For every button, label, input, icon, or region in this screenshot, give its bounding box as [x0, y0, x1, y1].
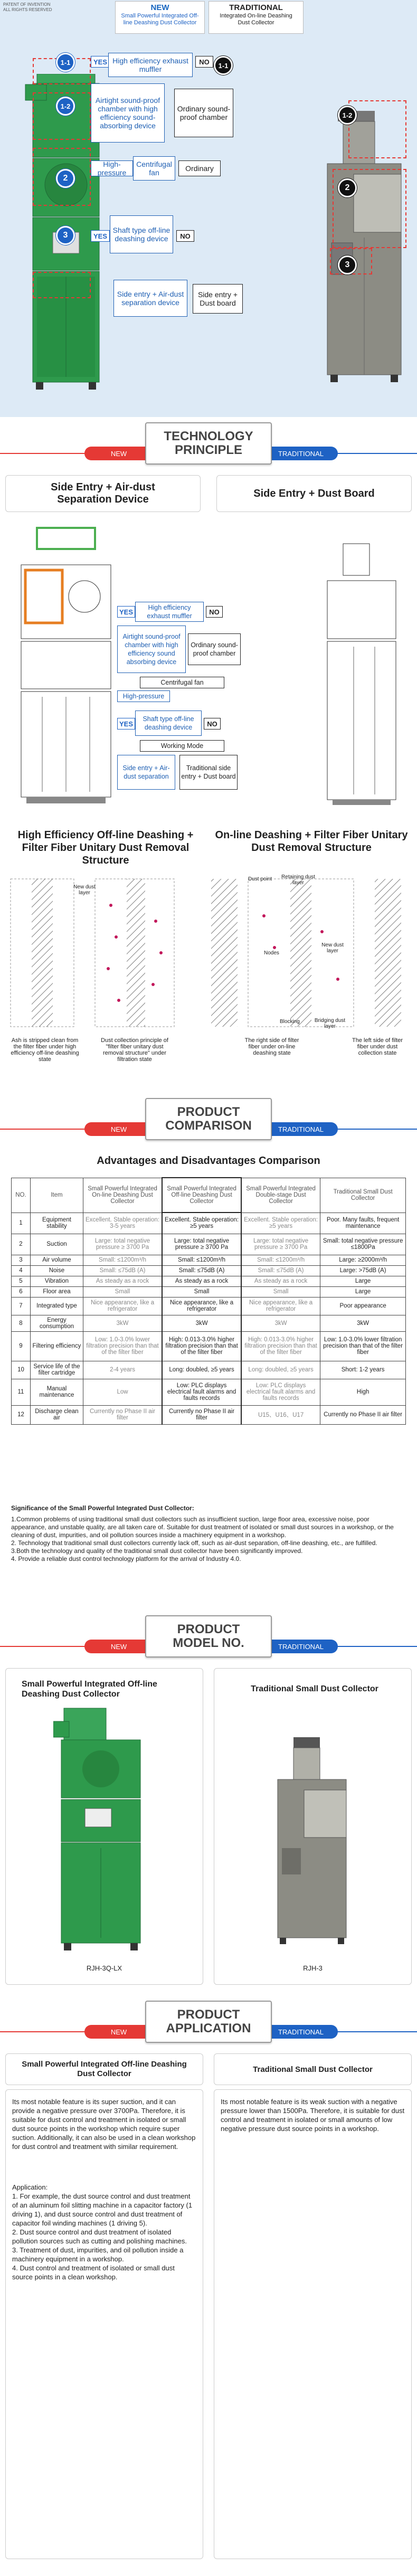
table-cell: Nice appearance, like a refrigerator [162, 1297, 241, 1315]
no-tag-1: NO [195, 56, 213, 68]
table-cell: Energy consumption [30, 1315, 83, 1331]
model-right-panel [214, 1668, 412, 1985]
principle-chamber-new: Airtight sound-proof chamber with high efficiency sound absorbing device [117, 626, 186, 673]
muffler-new-box: High efficiency exhaust muffler [108, 53, 193, 77]
table-cell: Large: total negative pressure ≥ 3700 Pa [241, 1234, 320, 1255]
structure-right-diagram [211, 874, 412, 1032]
hero-section [0, 0, 417, 417]
principle-mode-new: Side entry + Air-dust separation [117, 755, 175, 790]
table-row [12, 1213, 406, 1234]
spacer [12, 2151, 196, 2183]
label-ash-stripped: Ash is stripped clean from the filter fiber under high efficiency off-line deashing state [11, 1037, 79, 1063]
table-cell: 5 [12, 1276, 31, 1286]
no-tag-3: NO [176, 230, 194, 242]
hero-trad-desc: Integrated On-line Deashing Dust Collector [220, 13, 292, 26]
table-row [12, 1315, 406, 1331]
significance-3: 3.Both the technology and quality of the traditional small dust collector have been significantly improved. [11, 1547, 303, 1555]
comparison-heading: Advantages and Disadvantages Comparison [97, 1155, 320, 1167]
table-cell: Small: ≤75dB (A) [241, 1265, 320, 1276]
table-body [12, 1213, 406, 1424]
table-cell: 2-4 years [83, 1361, 162, 1379]
label-retaining: Retaining dust layer [281, 874, 315, 886]
table-cell: Small [83, 1286, 162, 1297]
banner-trad: TRADITIONAL [264, 447, 338, 460]
table-cell: High: 0.013-3.0% higher filtration precision than that of the filter fiber [241, 1331, 320, 1361]
table-cell: 2 [12, 1234, 31, 1255]
centrifugal-fan-box: Centrifugal fan [133, 156, 175, 181]
table-cell: Long: doubled, ≥5 years [162, 1361, 241, 1379]
application-right-body [214, 2089, 412, 2559]
table-cell: Large: ≥2000m³/h [320, 1255, 406, 1265]
chamber-trad-box: Ordinary sound-proof chamber [174, 89, 233, 137]
table-cell: Short: 1-2 years [320, 1361, 406, 1379]
table-cell: Nice appearance, like a refrigerator [241, 1297, 320, 1315]
yes-tag-1: YES [91, 56, 110, 68]
hero-new-desc: Small Powerful Integrated Off-line Deashing Dust Collector [121, 13, 199, 26]
table-row [12, 1255, 406, 1265]
banner-trad: TRADITIONAL [264, 1122, 338, 1136]
label-new-dust-layer-right: New dust layer [321, 942, 344, 954]
badge-trad-3: 3 [338, 255, 357, 274]
table-cell: Currently no Phase II air filter [320, 1405, 406, 1424]
model-title: PRODUCT MODEL NO. [145, 1615, 272, 1658]
significance-block [11, 1504, 406, 1563]
principle-no-1: NO [206, 606, 223, 618]
patent-notice: PATENT OF INVENTION ALL RIGHTS RESERVED [3, 2, 52, 12]
table-header-row [12, 1178, 406, 1213]
principle-shaft: Shaft type off-line deashing device [135, 711, 202, 736]
principle-title: TECHNOLOGY PRINCIPLE [145, 422, 272, 465]
table-cell: As steady as a rock [241, 1276, 320, 1286]
table-cell: Excellent. Stable operation: ≥5 years [162, 1213, 241, 1234]
principle-mode-trad: Traditional side entry + Dust board [179, 755, 238, 790]
chamber-new-box: Airtight sound-proof chamber with high efficiency sound-absorbing device [91, 83, 165, 143]
model-section [0, 1610, 417, 1995]
table-cell: Noise [30, 1265, 83, 1276]
application-right-title: Traditional Small Dust Collector [253, 2064, 373, 2074]
table-cell: Low: PLC displays electrical fault alarms and faults records [241, 1379, 320, 1405]
table-cell: Low: 1.0-3.0% lower filtration precision than that of the filter fiber [83, 1331, 162, 1361]
hero-new-header [115, 1, 205, 34]
table-cell: 3kW [320, 1315, 406, 1331]
hero-trad-header [209, 1, 304, 34]
application-left-text: Its most notable feature is its super suction, and it can provide a negative pressure over 3700Pa. Therefore, it is suitable for dust control and treatment in isolated or small dust source points in the workshop which require super suction. Additionally, it can also be used in a clean workshop for dust control and treatment with similar requirement. [12, 2098, 196, 2151]
table-cell: Large [320, 1276, 406, 1286]
table-cell: Small: ≤1200m³/h [241, 1255, 320, 1265]
table-cell: Small: total negative pressure ≤1800Pa [320, 1234, 406, 1255]
highlight-shaft [33, 272, 91, 298]
banner-trad: TRADITIONAL [264, 2025, 338, 2039]
badge-2: 2 [56, 169, 75, 188]
col-item: Item [30, 1178, 83, 1213]
table-cell: Excellent. Stable operation: 3-5 years [83, 1213, 162, 1234]
comparison-table-wrap [11, 1177, 406, 1425]
principle-left-title: Side Entry + Air-dust Separation Device [51, 481, 155, 505]
table-cell: Large: >75dB (A) [320, 1265, 406, 1276]
principle-muffler: High efficiency exhaust muffler [135, 602, 204, 622]
col-online: Small Powerful Integrated On-line Deashing Dust Collector [83, 1178, 162, 1213]
ordinary-fan-box: Ordinary [178, 160, 221, 176]
comparison-banner [0, 1093, 417, 1151]
table-row [12, 1331, 406, 1361]
table-cell: 10 [12, 1361, 31, 1379]
table-row [12, 1361, 406, 1379]
label-new-dust-layer-left: New dust layer [73, 884, 96, 896]
table-cell: 6 [12, 1286, 31, 1297]
principle-diagram-left [11, 517, 127, 813]
table-cell: As steady as a rock [83, 1276, 162, 1286]
application-item-1: 1. For example, the dust source control and dust treatment of an aluminum foil slitting machine in a capacitor factory (1 driving 1), and dust source control and dust treatment of capacitor foil winding machines (1 driving 5). [12, 2192, 193, 2227]
table-cell: Excellent. Stable operation: ≥5 years [241, 1213, 320, 1234]
table-cell: Air volume [30, 1255, 83, 1265]
principle-right-title: Side Entry + Dust Board [253, 487, 375, 499]
table-cell: As steady as a rock [162, 1276, 241, 1286]
table-cell: Small [162, 1286, 241, 1297]
table-cell: Large [320, 1286, 406, 1297]
structure-left-diagram [5, 874, 206, 1032]
principle-working-mode: Working Mode [140, 740, 224, 752]
col-double: Small Powerful Integrated Double-stage Dust Collector [241, 1178, 320, 1213]
model-banner [0, 1610, 417, 1668]
structure-section [0, 818, 417, 1093]
application-left-title: Small Powerful Integrated Off-line Deashing Dust Collector [22, 2060, 187, 2078]
application-section [0, 1995, 417, 2576]
model-left-machine [53, 1706, 148, 1954]
table-cell: Large: total negative pressure ≥ 3700 Pa [83, 1234, 162, 1255]
shaft-new-box: Shaft type off-line deashing device [110, 215, 173, 253]
side-entry-trad-box: Side entry + Dust board [193, 284, 243, 314]
label-nodes: Nodes [264, 950, 279, 956]
high-pressure-box: High-pressure [91, 160, 133, 176]
principle-left-title-box [5, 475, 201, 512]
comparison-section [0, 1093, 417, 1610]
table-cell: 3kW [83, 1315, 162, 1331]
table-cell: Suction [30, 1234, 83, 1255]
significance-2: 2. Technology that traditional small dust collectors currently lack off, such as air-dust separation, off-line deashing, etc., are fulfilled. [11, 1539, 377, 1547]
col-traditional: Traditional Small Dust Collector [320, 1178, 406, 1213]
table-cell: U15、U16、U17 [241, 1405, 320, 1424]
principle-section [0, 417, 417, 818]
table-cell: High [320, 1379, 406, 1405]
table-cell: Small: ≤75dB (A) [162, 1265, 241, 1276]
table-cell: High: 0.013-3.0% higher filtration precision than that of the filter fiber [162, 1331, 241, 1361]
label-dust-point: Dust point [248, 876, 272, 882]
model-left-panel [5, 1668, 203, 1985]
table-cell: Equipment stability [30, 1213, 83, 1234]
principle-chamber-trad: Ordinary sound-proof chamber [188, 633, 241, 665]
application-left-body [5, 2089, 203, 2559]
model-left-title: Small Powerful Integrated Off-line Deashing Dust Collector [22, 1680, 157, 1699]
application-app-title: Application: [12, 2183, 48, 2191]
table-cell: 8 [12, 1315, 31, 1331]
label-dust-collection: Dust collection principle of "filter fiber unitary dust removal structure" under filtration state [101, 1037, 168, 1063]
table-cell: Manual maintenance [30, 1379, 83, 1405]
model-left-code: RJH-3Q-LX [86, 1964, 122, 1972]
table-cell: Low: 1.0-3.0% lower filtration precision than that of the filter fiber [320, 1331, 406, 1361]
table-cell: Floor area [30, 1286, 83, 1297]
yes-tag-3: YES [91, 230, 110, 242]
significance-4: 4. Provide a reliable dust control technology platform for the arrival of Industry 4.0. [11, 1555, 241, 1562]
model-right-machine [272, 1737, 352, 1948]
comparison-title: PRODUCT COMPARISON [145, 1098, 272, 1140]
table-cell: Currently no Phase II air filter [83, 1405, 162, 1424]
significance-title: Significance of the Small Powerful Integrated Dust Collector: [11, 1504, 194, 1512]
table-cell: Service life of the filter cartridge [30, 1361, 83, 1379]
principle-yes-1: YES [117, 606, 135, 618]
label-left-side: The left side of filter fiber under dust collection state [352, 1037, 403, 1056]
col-no: NO. [12, 1178, 31, 1213]
table-cell: Nice appearance, like a refrigerator [83, 1297, 162, 1315]
table-cell: Poor appearance [320, 1297, 406, 1315]
table-cell: 7 [12, 1297, 31, 1315]
table-cell: Long: doubled, ≥5 years [241, 1361, 320, 1379]
table-cell: Small [241, 1286, 320, 1297]
application-item-4: 4. Dust control and treatment of isolated or small dust source points in a clean workshop. [12, 2264, 175, 2281]
structure-right-title: On-line Deashing + Filter Fiber Unitary Dust Removal Structure [215, 829, 408, 854]
banner-new: NEW [84, 2025, 153, 2039]
comparison-table [11, 1177, 406, 1425]
hero-new-label: NEW [150, 3, 169, 12]
table-row [12, 1265, 406, 1276]
principle-yes-3: YES [117, 718, 135, 730]
hero-trad-label: TRADITIONAL [229, 3, 283, 12]
badge-1-2: 1-2 [56, 97, 75, 116]
table-cell: Poor. Many faults, frequent maintenance [320, 1213, 406, 1234]
table-cell: 12 [12, 1405, 31, 1424]
application-banner [0, 1995, 417, 2053]
banner-new: NEW [84, 1640, 153, 1653]
table-row [12, 1297, 406, 1315]
principle-no-3: NO [204, 718, 221, 730]
table-cell: Currently no Phase II air filter [162, 1405, 241, 1424]
principle-high-pressure: High-pressure [117, 690, 170, 702]
table-cell: Integrated type [30, 1297, 83, 1315]
label-bridging: Bridging dust layer [314, 1018, 346, 1029]
table-cell: 3 [12, 1255, 31, 1265]
table-cell: 11 [12, 1379, 31, 1405]
table-cell: Vibration [30, 1276, 83, 1286]
badge-trad-2: 2 [338, 178, 357, 197]
application-right-head [214, 2053, 412, 2085]
table-cell: Low [83, 1379, 162, 1405]
badge-1-1: 1-1 [56, 53, 75, 72]
table-cell: Filtering efficiency [30, 1331, 83, 1361]
badge-trad-1-1: 1-1 [214, 56, 233, 75]
principle-right-title-box [216, 475, 412, 512]
structure-left-title: High Efficiency Off-line Deashing + Filter Fiber Unitary Dust Removal Structure [17, 829, 194, 866]
table-cell: Small: ≤1200m³/h [162, 1255, 241, 1265]
table-row [12, 1276, 406, 1286]
application-right-text: Its most notable feature is its weak suction with a negative pressure lower than 1500Pa. Therefore, it is suitable for dust control and treatment in isolated or small amounts of low negative pressure dust source points in a workshop. [221, 2098, 405, 2133]
banner-trad: TRADITIONAL [264, 1640, 338, 1653]
col-offline: Small Powerful Integrated Off-line Deashing Dust Collector [162, 1178, 241, 1213]
table-cell: 4 [12, 1265, 31, 1276]
table-cell: 9 [12, 1331, 31, 1361]
principle-fan: Centrifugal fan [140, 677, 224, 688]
banner-new: NEW [84, 1122, 153, 1136]
table-row [12, 1379, 406, 1405]
table-row [12, 1405, 406, 1424]
highlight-trad-chamber [348, 100, 406, 158]
table-cell: Small: ≤75dB (A) [83, 1265, 162, 1276]
badge-trad-1-2: 1-2 [338, 106, 357, 125]
model-right-code: RJH-3 [303, 1964, 323, 1972]
label-blocking: Blocking [280, 1019, 300, 1025]
table-cell: Small: ≤1200m³/h [83, 1255, 162, 1265]
table-row [12, 1286, 406, 1297]
table-cell: 3kW [241, 1315, 320, 1331]
principle-diagram-right [311, 517, 406, 813]
application-item-2: 2. Dust source control and dust treatment of isolated pollution sources such as cutting and polishing machines. [12, 2228, 187, 2245]
significance-1: 1.Common problems of using traditional small dust collectors such as insufficient suction, large floor area, excessive noise, poor appearance, and unstable quality, are all taken care of. Suitable for dust treatment of isolated or small dust sources in a workshop, or the cleaning of dust, impurities, and oil pollution sources inside a machinery equipment in a workshop. [11, 1516, 394, 1539]
side-entry-new-box: Side entry + Air-dust separation device [113, 280, 187, 317]
table-cell: 3kW [162, 1315, 241, 1331]
banner-new: NEW [84, 447, 153, 460]
application-item-3: 3. Treatment of dust, impurities, and oil pollution inside a machinery equipment in a workshop. [12, 2246, 184, 2263]
badge-3: 3 [56, 226, 75, 245]
principle-banner [0, 417, 417, 475]
application-left-head [5, 2053, 203, 2085]
model-right-title: Traditional Small Dust Collector [251, 1684, 378, 1693]
table-row [12, 1234, 406, 1255]
table-cell: 1 [12, 1213, 31, 1234]
table-cell: Low: PLC displays electrical fault alarms and faults records [162, 1379, 241, 1405]
table-cell: Large: total negative pressure ≥ 3700 Pa [162, 1234, 241, 1255]
application-title: PRODUCT APPLICATION [145, 2001, 272, 2043]
label-right-side: The right side of filter fiber under on-line deashing state [244, 1037, 299, 1056]
table-cell: Discharge clean air [30, 1405, 83, 1424]
